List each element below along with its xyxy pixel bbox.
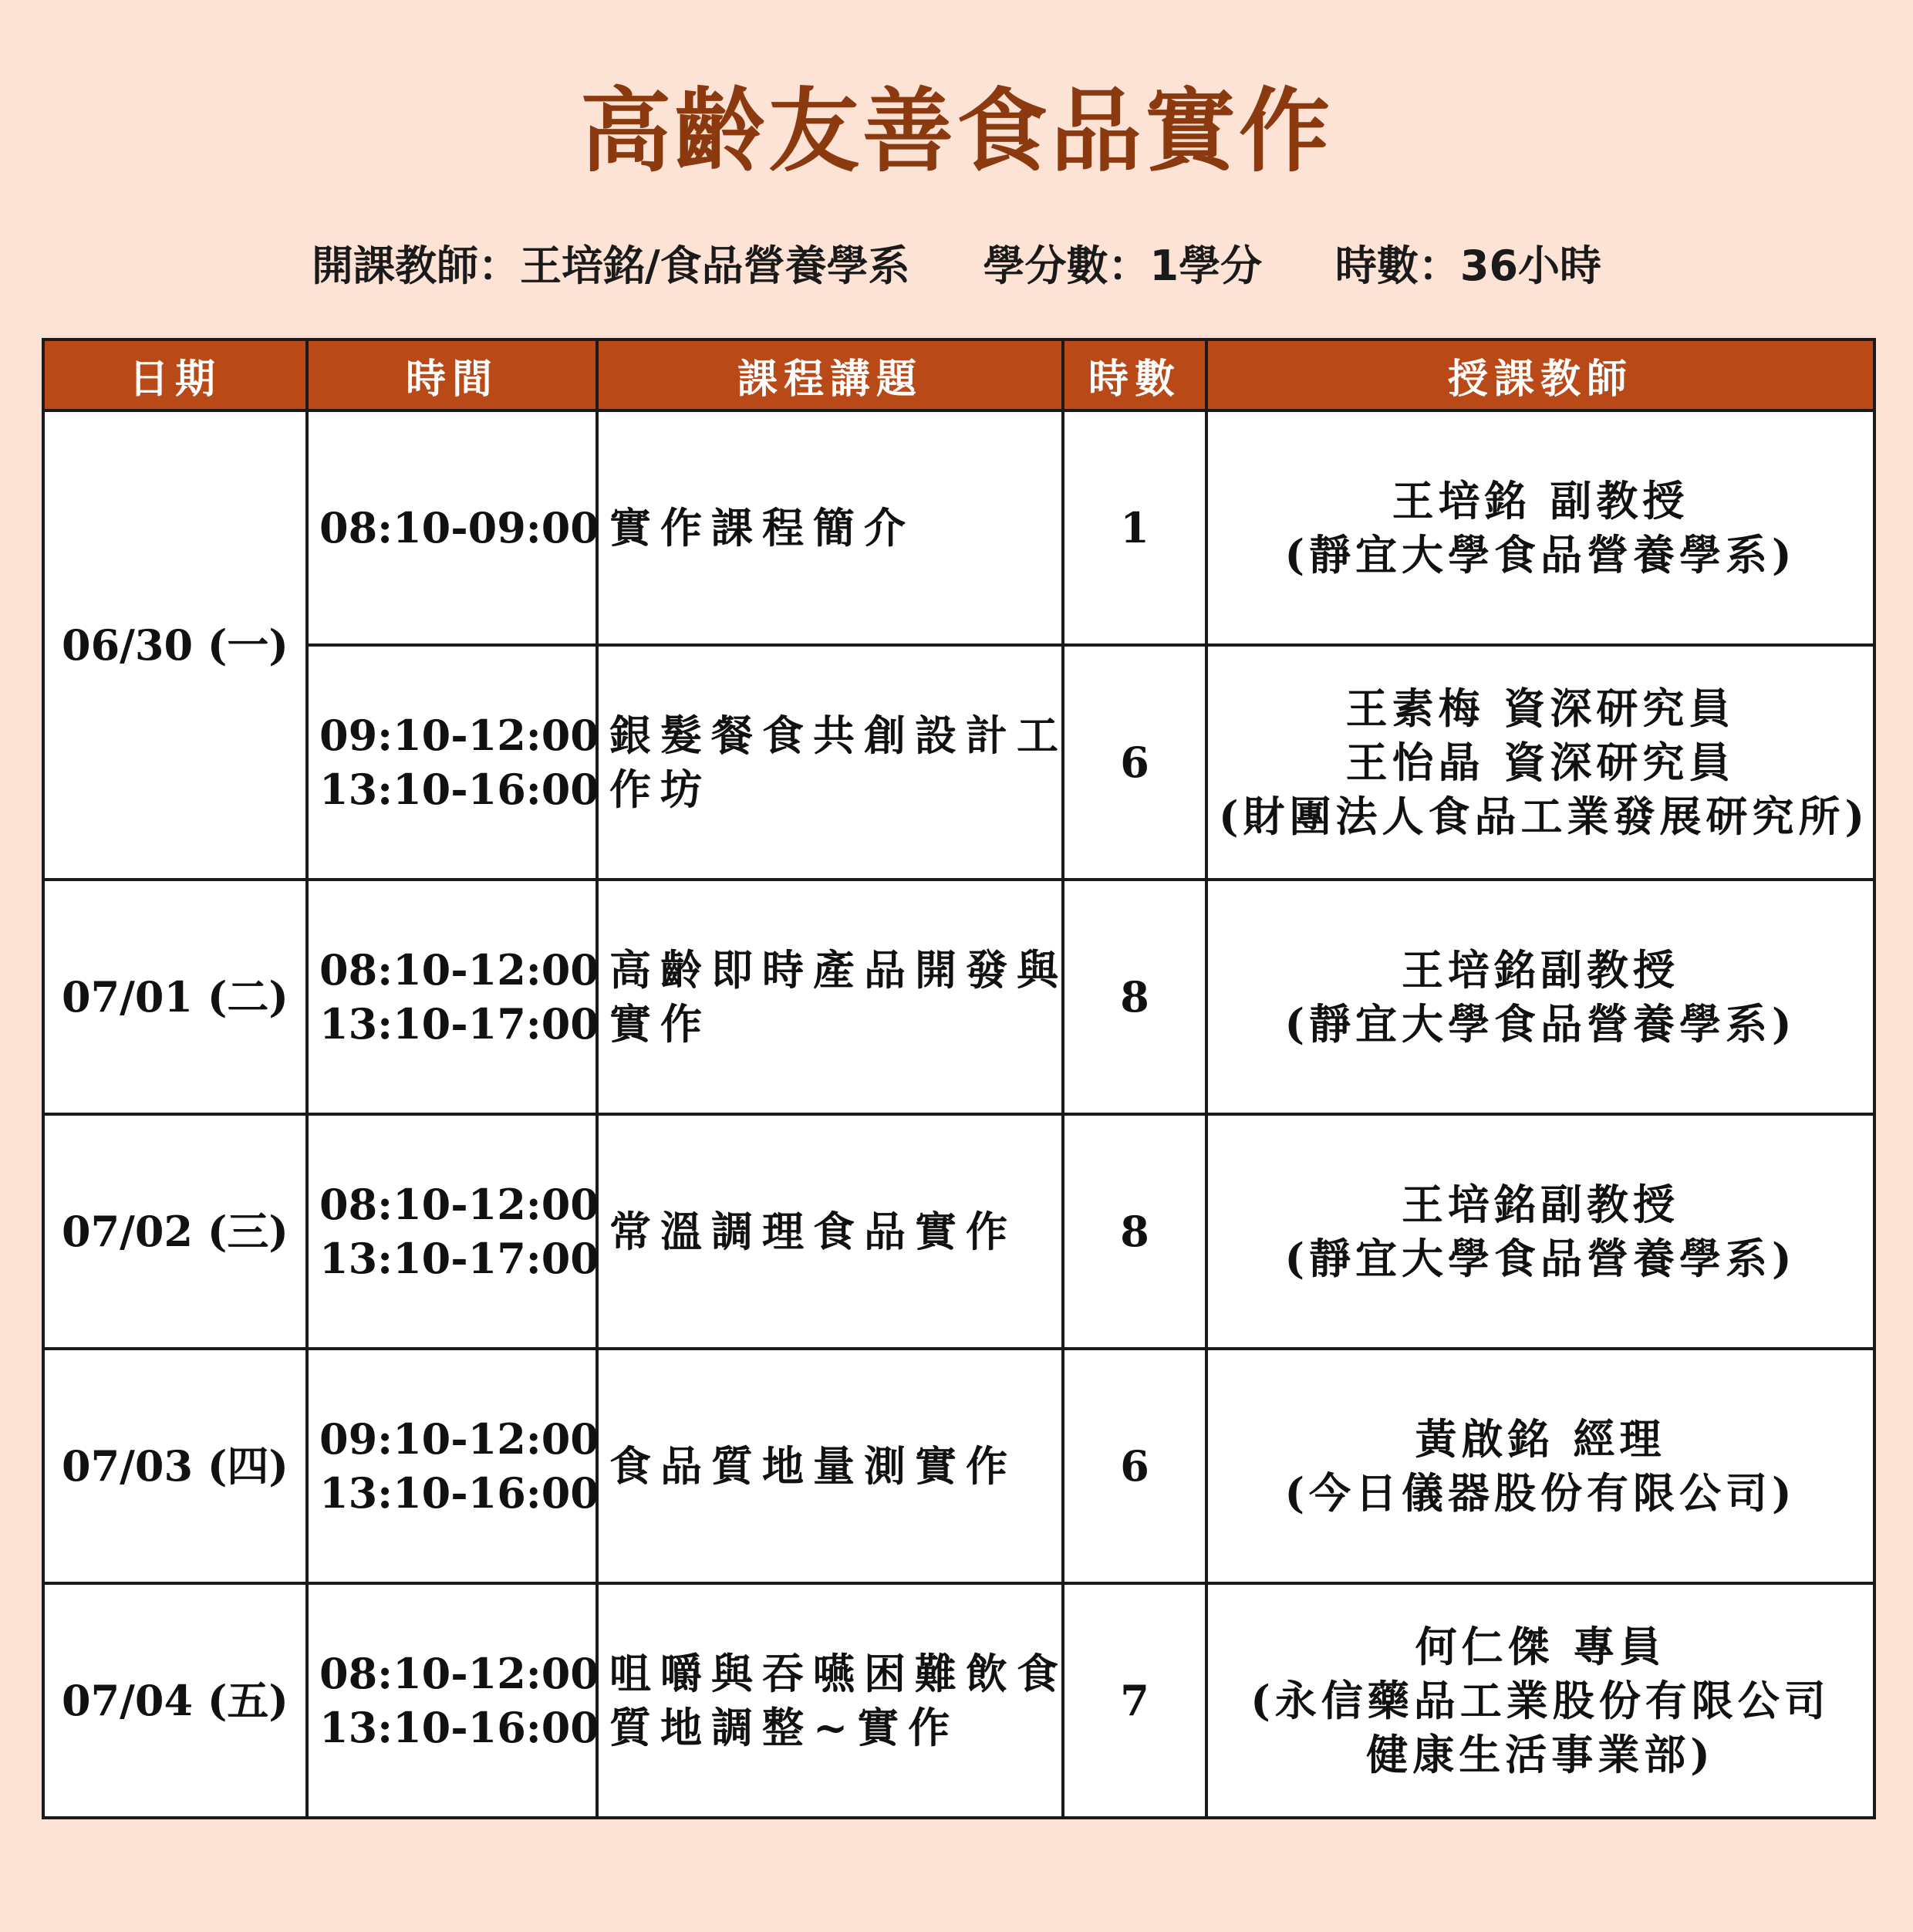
table-row — [43, 645, 1874, 880]
time-line: 13:10-17:00 — [319, 1234, 599, 1283]
table-header-row — [43, 339, 1874, 410]
teacher-line: 何仁傑 專員 — [1415, 1622, 1666, 1671]
teacher-line: (今日儀器股份有限公司) — [1284, 1468, 1797, 1518]
header-hours: 時數 — [1063, 339, 1206, 410]
teacher-cell — [1206, 1114, 1874, 1349]
date-cell: 07/03 (四) — [43, 1349, 307, 1583]
header-topic: 課程講題 — [597, 339, 1063, 410]
time-line: 13:10-16:00 — [319, 765, 599, 814]
table-row — [43, 1349, 1874, 1583]
topic-line: 常溫調理食品實作 — [609, 1207, 1017, 1256]
topic-line: 作坊 — [609, 765, 711, 814]
header-teacher: 授課教師 — [1206, 339, 1874, 410]
hours-cell: 8 — [1063, 1114, 1206, 1349]
teacher-line: (靜宜大學食品營養學系) — [1284, 1234, 1797, 1283]
time-line: 13:10-16:00 — [319, 1703, 599, 1752]
topic-line: 質地調整~實作 — [609, 1703, 960, 1752]
time-cell — [307, 1583, 597, 1818]
topic-cell — [597, 645, 1068, 880]
time-cell — [307, 410, 597, 645]
teacher-line: 王培銘 副教授 — [1392, 476, 1689, 525]
teacher-line: 王培銘副教授 — [1402, 945, 1679, 995]
date-cell: 07/02 (三) — [43, 1114, 307, 1349]
time-line: 13:10-17:00 — [319, 999, 599, 1049]
date-cell: 07/01 (二) — [43, 880, 307, 1114]
table-row — [43, 880, 1874, 1114]
teacher-cell — [1206, 410, 1874, 645]
topic-cell — [597, 1583, 1068, 1818]
topic-line: 實作課程簡介 — [609, 503, 915, 552]
date-cell: 06/30 (一) — [43, 410, 307, 880]
teacher-line: (靜宜大學食品營養學系) — [1284, 999, 1797, 1049]
schedule-table — [42, 338, 1876, 1819]
table-row — [43, 410, 1874, 645]
header-date: 日期 — [43, 339, 307, 410]
teacher-line: 黃啟銘 經理 — [1415, 1414, 1666, 1464]
topic-line: 銀髮餐食共創設計工 — [609, 711, 1068, 760]
teacher-line: 王怡晶 資深研究員 — [1345, 738, 1736, 787]
time-line: 08:10-12:00 — [319, 1180, 599, 1229]
hours-cell: 6 — [1063, 645, 1206, 880]
teacher-cell — [1206, 1349, 1874, 1583]
hours-cell: 6 — [1063, 1349, 1206, 1583]
credits-info: 學分數：1學分 — [983, 242, 1263, 290]
topic-cell — [597, 1114, 1063, 1349]
instructor-info: 開課教師：王培銘/食品營養學系 — [311, 242, 910, 290]
time-line: 08:10-12:00 — [319, 1649, 599, 1698]
time-cell — [307, 1349, 597, 1583]
topic-line: 實作 — [609, 999, 711, 1049]
teacher-cell — [1206, 645, 1874, 880]
time-line: 09:10-12:00 — [319, 1414, 599, 1464]
time-line: 09:10-12:00 — [319, 711, 599, 760]
date-cell: 07/04 (五) — [43, 1583, 307, 1818]
teacher-line: (財團法人食品工業發展研究所) — [1219, 792, 1870, 841]
topic-line: 食品質地量測實作 — [609, 1441, 1017, 1491]
time-line: 08:10-09:00 — [319, 503, 599, 552]
hours-cell: 7 — [1063, 1583, 1206, 1818]
topic-line: 咀嚼與吞嚥困難飲食 — [609, 1649, 1068, 1698]
hours-info: 時數：36小時 — [1334, 242, 1602, 290]
teacher-line: (永信藥品工業股份有限公司 — [1250, 1676, 1830, 1725]
teacher-line: 王培銘副教授 — [1402, 1180, 1679, 1229]
teacher-cell — [1206, 880, 1874, 1114]
time-cell — [307, 880, 597, 1114]
topic-cell — [597, 880, 1068, 1114]
course-info — [0, 235, 1913, 297]
hours-cell: 1 — [1063, 410, 1206, 645]
time-cell — [307, 645, 597, 880]
header-time: 時間 — [307, 339, 597, 410]
topic-line: 高齡即時產品開發與 — [609, 945, 1068, 995]
time-cell — [307, 1114, 597, 1349]
topic-cell — [597, 410, 1063, 645]
page-title: 高齡友善食品實作 — [579, 78, 1333, 184]
teacher-line: 健康生活事業部) — [1366, 1730, 1715, 1779]
hours-cell: 8 — [1063, 880, 1206, 1114]
table-row — [43, 1114, 1874, 1349]
teacher-line: 王素梅 資深研究員 — [1345, 684, 1736, 733]
time-line: 08:10-12:00 — [319, 945, 599, 995]
teacher-cell — [1206, 1583, 1874, 1818]
time-line: 13:10-16:00 — [319, 1468, 599, 1518]
teacher-line: (靜宜大學食品營養學系) — [1284, 530, 1797, 579]
topic-cell — [597, 1349, 1063, 1583]
table-row — [43, 1583, 1874, 1818]
